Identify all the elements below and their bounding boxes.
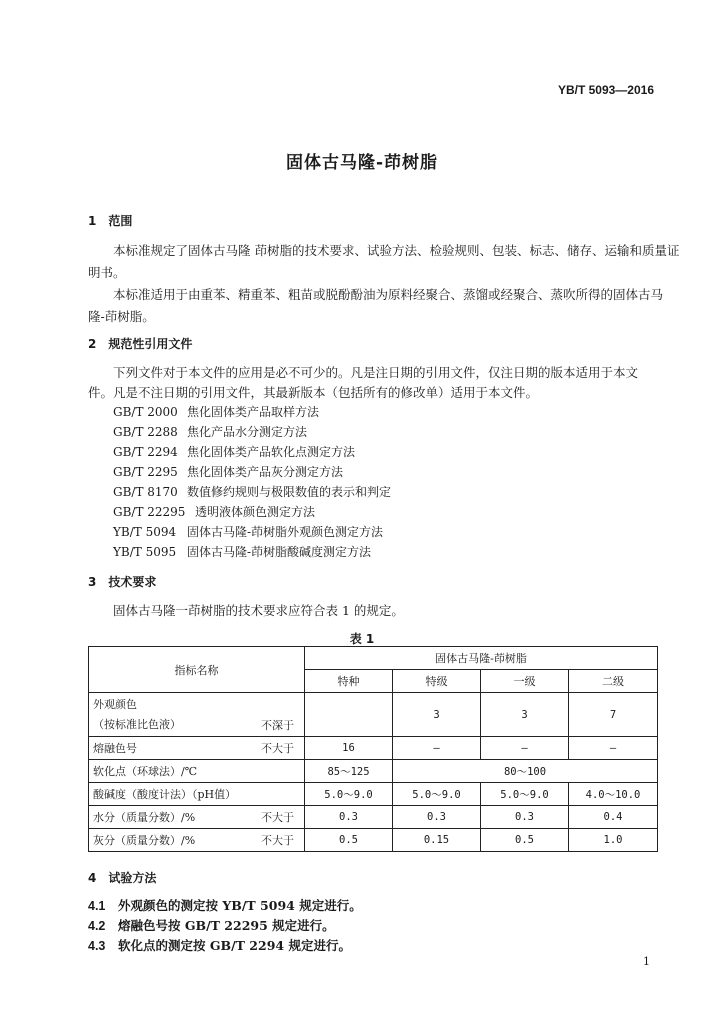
spec-table xyxy=(88,646,658,852)
cell-value: 0.5 xyxy=(481,829,569,852)
page-number: 1 xyxy=(643,955,650,968)
reference-code: GB/T 22295 xyxy=(113,505,186,519)
cell-value-merged: 80～100 xyxy=(393,760,658,783)
subclause xyxy=(88,936,351,954)
cell-value: 5.0～9.0 xyxy=(305,783,393,806)
cell-value: — xyxy=(393,737,481,760)
subclause-number: 4.3 xyxy=(88,939,106,953)
reference-code: YB/T 5094 xyxy=(113,525,177,539)
reference-title: 数值修约规则与极限数值的表示和判定 xyxy=(187,485,392,499)
subclause xyxy=(88,896,362,914)
cell-value: 7 xyxy=(569,693,658,737)
cell-value: 3 xyxy=(481,693,569,737)
row-name: 灰分（质量分数）/% xyxy=(89,829,239,852)
cell-value: 0.3 xyxy=(393,806,481,829)
s1-paragraph-2-line-1: 本标准适用于由重苯、精重苯、粗苗或脱酚酚油为原料经聚合、蒸馏或经聚合、蒸吹所得的固体古马 xyxy=(113,287,664,302)
s1-paragraph-1-line-1: 本标准规定了固体古马隆 茚树脂的技术要求、试验方法、检验规则、包装、标志、储存、运输和质量证 xyxy=(113,243,680,258)
s2-intro-line-2: 件。凡是不注日期的引用文件，其最新版本（包括所有的修改单）适用于本文件。 xyxy=(88,385,539,400)
reference-item xyxy=(113,423,307,440)
reference-item xyxy=(113,463,343,480)
reference-item xyxy=(113,503,315,520)
cell-value xyxy=(305,693,393,737)
reference-code: GB/T 8170 xyxy=(113,485,178,499)
row-limit: 不大于 xyxy=(239,829,305,852)
reference-item xyxy=(113,483,391,500)
table-row xyxy=(89,737,658,760)
cell-value: 4.0～10.0 xyxy=(569,783,658,806)
header-grade: 二级 xyxy=(569,670,658,693)
cell-value: 5.0～9.0 xyxy=(393,783,481,806)
cell-value: — xyxy=(481,737,569,760)
reference-code: GB/T 2288 xyxy=(113,425,178,439)
header-grade: 特种 xyxy=(305,670,393,693)
document-title: 固体古马隆-茚树脂 xyxy=(285,153,439,173)
row-name: 熔融色号 xyxy=(89,737,239,760)
row-limit: 不大于 xyxy=(239,806,305,829)
s2-intro-line-1: 下列文件对于本文件的应用是必不可少的。凡是注日期的引用文件，仅注日期的版本适用于本文 xyxy=(113,365,639,380)
header-indicator-name: 指标名称 xyxy=(89,647,305,693)
row-name xyxy=(89,693,239,737)
table-row xyxy=(89,693,658,737)
row-name: 水分（质量分数）/% xyxy=(89,806,239,829)
table-row xyxy=(89,829,658,852)
section-2-heading: 2 规范性引用文件 xyxy=(88,337,193,351)
subclause-text: 外观颜色的测定按 YB/T 5094 规定进行。 xyxy=(118,898,362,913)
section-1-heading: 1 范围 xyxy=(88,214,133,228)
reference-title: 焦化产品水分测定方法 xyxy=(187,425,308,439)
cell-value: 0.4 xyxy=(569,806,658,829)
reference-item xyxy=(113,543,371,560)
subclause xyxy=(88,916,335,934)
table-caption: 表 1 xyxy=(349,632,375,646)
header-product-group: 固体古马隆-茚树脂 xyxy=(305,647,658,670)
cell-value: 0.3 xyxy=(481,806,569,829)
subclause-number: 4.1 xyxy=(88,899,106,913)
subclause-text: 熔融色号按 GB/T 22295 规定进行。 xyxy=(118,918,335,933)
section-3-heading: 3 技术要求 xyxy=(88,575,157,589)
cell-value: 5.0～9.0 xyxy=(481,783,569,806)
s3-intro: 固体古马隆一茚树脂的技术要求应符合表 1 的规定。 xyxy=(113,603,404,618)
reference-item xyxy=(113,403,319,420)
cell-value: 85～125 xyxy=(305,760,393,783)
reference-title: 固体古马隆-茚树脂外观颜色测定方法 xyxy=(187,525,384,539)
subclause-number: 4.2 xyxy=(88,919,106,933)
row-limit xyxy=(239,760,305,783)
s1-paragraph-2-line-2: 隆-茚树脂。 xyxy=(88,309,155,324)
row-name: 酸碱度（酸度计法）（pH值） xyxy=(89,783,305,806)
row-name-line: 外观颜色 xyxy=(93,697,137,711)
table-header-row xyxy=(89,647,658,670)
header-grade: 特级 xyxy=(393,670,481,693)
s1-paragraph-1-line-2: 明书。 xyxy=(88,265,126,280)
reference-title: 透明液体颜色测定方法 xyxy=(195,505,316,519)
reference-item xyxy=(113,443,355,460)
cell-value: 16 xyxy=(305,737,393,760)
table-row xyxy=(89,783,658,806)
reference-item xyxy=(113,523,383,540)
row-name-line: （按标准比色液） xyxy=(93,717,181,731)
table-row xyxy=(89,806,658,829)
row-limit: 不大于 xyxy=(239,737,305,760)
cell-value: 0.15 xyxy=(393,829,481,852)
subclause-text: 软化点的测定按 GB/T 2294 规定进行。 xyxy=(118,938,351,953)
reference-title: 固体古马隆-茚树脂酸碱度测定方法 xyxy=(187,545,372,559)
reference-title: 焦化固体类产品取样方法 xyxy=(187,405,320,419)
row-name: 软化点（环球法）/℃ xyxy=(89,760,239,783)
reference-code: GB/T 2000 xyxy=(113,405,178,419)
reference-code: YB/T 5095 xyxy=(113,545,177,559)
reference-code: GB/T 2295 xyxy=(113,465,178,479)
table-row xyxy=(89,760,658,783)
cell-value: 1.0 xyxy=(569,829,658,852)
reference-title: 焦化固体类产品灰分测定方法 xyxy=(187,465,344,479)
reference-code: GB/T 2294 xyxy=(113,445,178,459)
row-limit: 不深于 xyxy=(239,693,305,737)
cell-value: 3 xyxy=(393,693,481,737)
reference-title: 焦化固体类产品软化点测定方法 xyxy=(187,445,356,459)
cell-value: — xyxy=(569,737,658,760)
standard-number: YB/T 5093—2016 xyxy=(557,83,654,97)
cell-value: 0.5 xyxy=(305,829,393,852)
section-4-heading: 4 试验方法 xyxy=(88,871,157,885)
header-grade: 一级 xyxy=(481,670,569,693)
cell-value: 0.3 xyxy=(305,806,393,829)
